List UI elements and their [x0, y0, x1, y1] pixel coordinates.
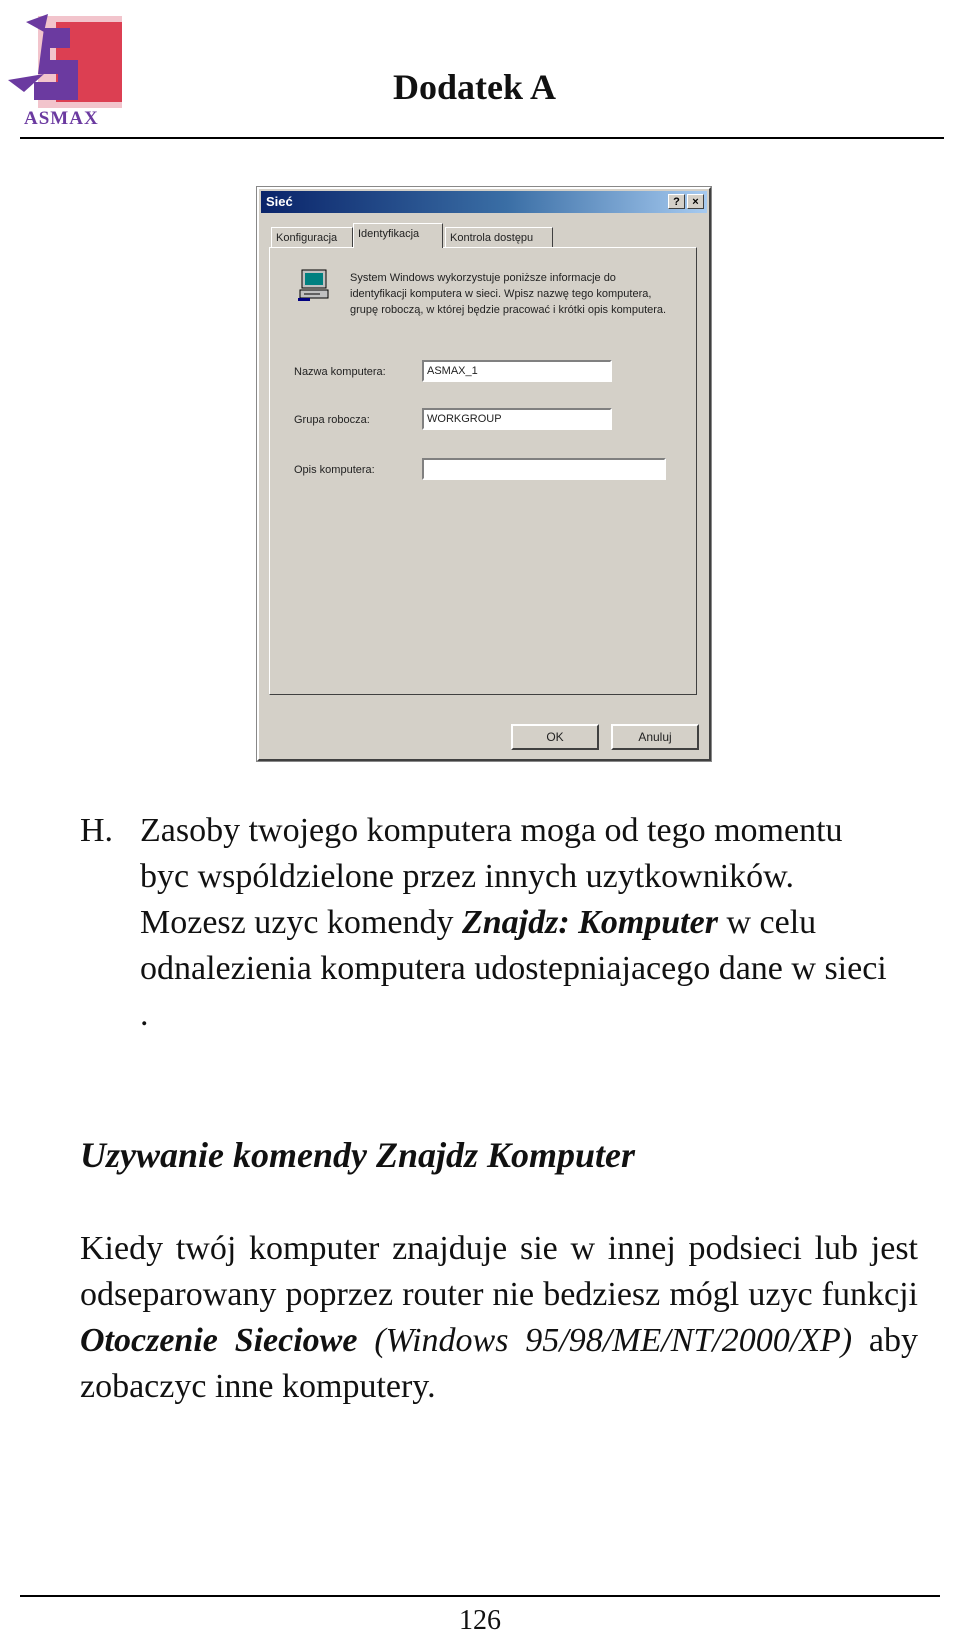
- network-dialog: [257, 187, 711, 761]
- windows-versions: (Windows 95/98/ME/NT/2000/XP): [357, 1322, 853, 1359]
- cancel-button[interactable]: Anuluj: [611, 724, 699, 750]
- workgroup-field[interactable]: WORKGROUP: [422, 408, 612, 430]
- page-title: Dodatek A: [393, 67, 557, 107]
- help-button[interactable]: ?: [668, 194, 685, 209]
- network-computer-icon: [298, 268, 332, 302]
- close-button[interactable]: ×: [687, 194, 704, 209]
- ok-button[interactable]: OK: [511, 724, 599, 750]
- info-text: System Windows wykorzystuje poniższe informacje do identyfikacji komputera w sieci. Wpisz nazwę tego komputera, grupę roboczą, w której będzie pracować i krótki opis komputera.: [350, 272, 667, 316]
- computer-name-field[interactable]: ASMAX_1: [422, 360, 612, 382]
- tab-kontrola-dostepu[interactable]: Kontrola dostępu: [445, 227, 553, 247]
- computer-description-field[interactable]: [422, 458, 666, 480]
- computer-description-label: Opis komputera:: [294, 464, 375, 476]
- header-divider: [20, 137, 944, 139]
- workgroup-label: Grupa robocza:: [294, 414, 370, 426]
- page-number: 126: [459, 1605, 501, 1636]
- tab-konfiguracja[interactable]: Konfiguracja: [271, 227, 353, 247]
- section-paragraph: [80, 1226, 918, 1410]
- para-text-before: Kiedy twój komputer znajduje sie w innej podsieci lub jest odseparowany poprzez router nie bedziesz mógl uzyc funkcji: [80, 1230, 918, 1313]
- network-neighborhood-term: Otoczenie Sieciowe: [80, 1322, 358, 1359]
- tab-identyfikacja[interactable]: Identyfikacja: [353, 223, 443, 248]
- list-item-h: [80, 808, 920, 1038]
- computer-name-label: Nazwa komputera:: [294, 366, 386, 378]
- list-marker: H.: [80, 812, 114, 849]
- para-text-after: aby zobaczyc inne komputery.: [80, 1322, 918, 1405]
- dialog-title: Sieć: [266, 194, 293, 209]
- footer-divider: [20, 1595, 940, 1597]
- list-item-text: [140, 808, 900, 1038]
- section-heading: Uzywanie komendy Znajdz Komputer: [80, 1135, 636, 1175]
- dialog-titlebar: [261, 191, 707, 213]
- item-text-after: w celu odnalezienia komputera udostepniajacego dane w sieci .: [140, 904, 887, 1033]
- identification-panel: [269, 247, 697, 695]
- logo-text: ASMAX: [24, 108, 99, 129]
- item-text-before: Zasoby twojego komputera moga od tego momentu byc wspóldzielone przez innych uzytkowników. Mozesz uzyc komendy: [140, 812, 843, 941]
- command-name: Znajdz: Komputer: [461, 904, 718, 941]
